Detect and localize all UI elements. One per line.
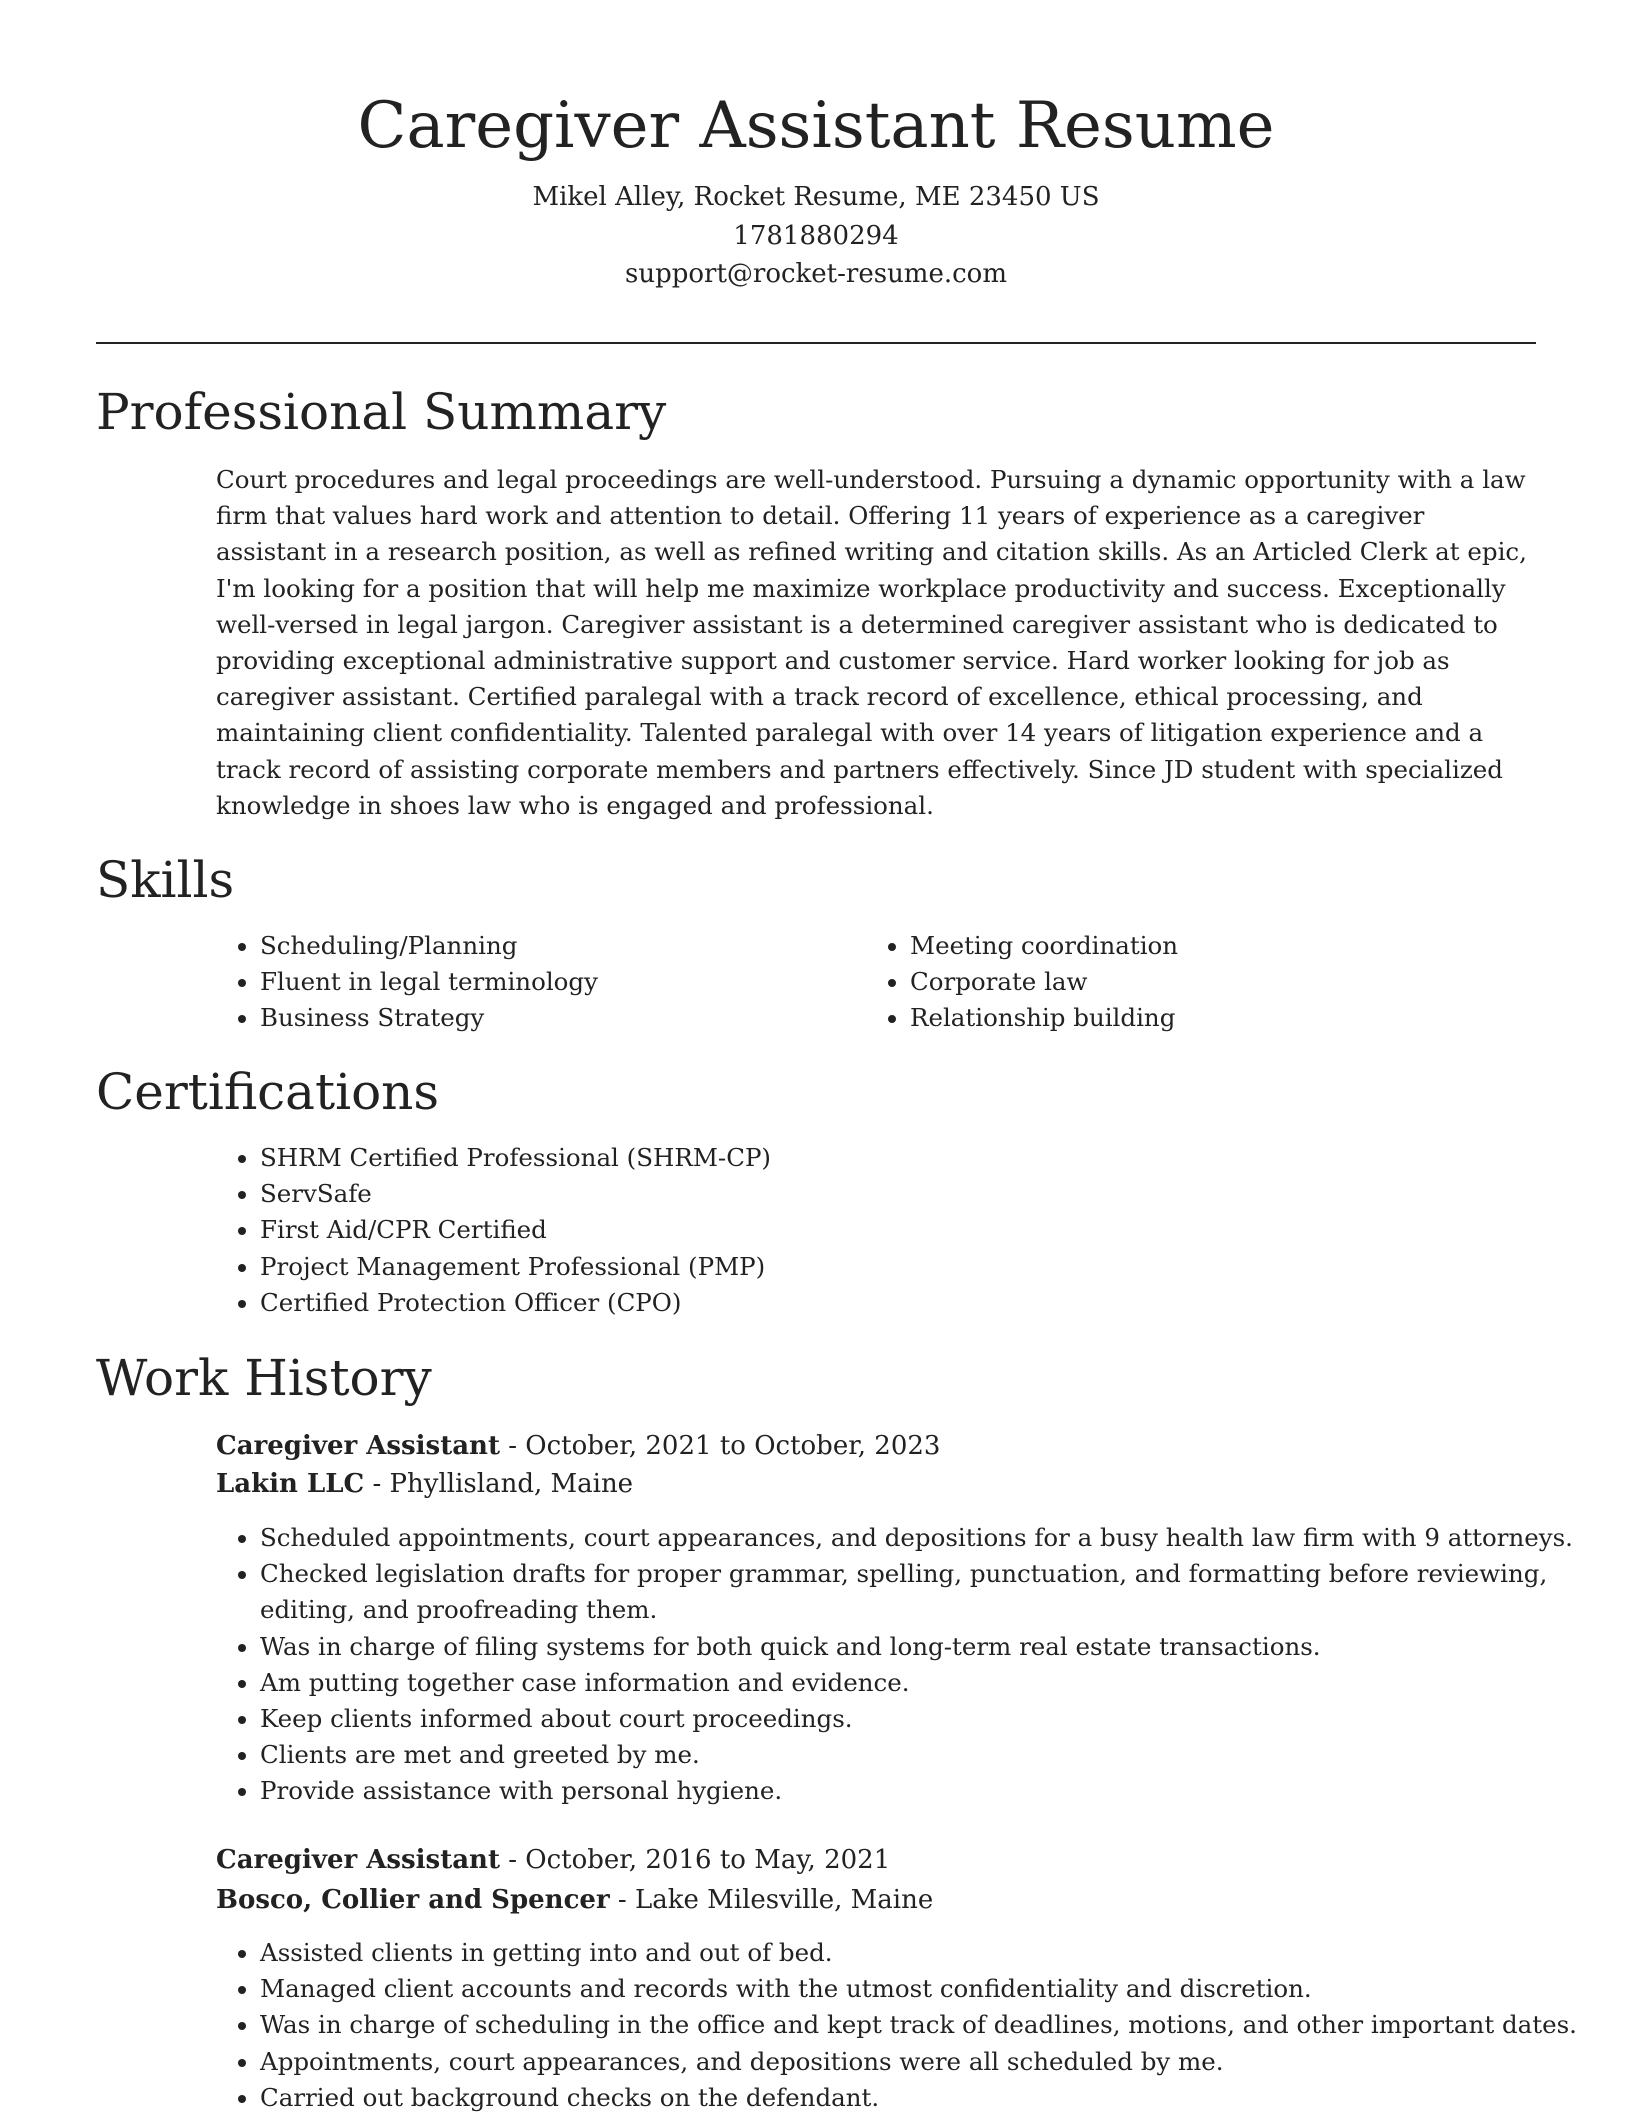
work-history-heading: Work History [96, 1349, 432, 1407]
job-company-line [216, 1464, 633, 1504]
job-bullet: • Appointments, court appearances, and depositions were all scheduled by me. [260, 2044, 1570, 2080]
skills-list-left [216, 928, 860, 1037]
job-title: Caregiver Assistant [216, 1845, 500, 1875]
job-title-line [216, 1840, 890, 1880]
skill-item: • Fluent in legal terminology [260, 964, 860, 1000]
job-title: Caregiver Assistant [216, 1431, 500, 1461]
job-bullet: • Checked legislation drafts for proper grammar, spelling, punctuation, and formatting before reviewing, editing, and proofreading them. [260, 1556, 1570, 1628]
job-bullet: • Clients are met and greeted by me. [260, 1737, 1570, 1773]
certifications-heading: Certifications [96, 1063, 440, 1121]
job-title-line [216, 1426, 940, 1466]
contact-address: Mikel Alley, Rocket Resume, ME 23450 US [532, 182, 1100, 212]
skills-list-right [866, 928, 1510, 1037]
job-bullet: • Provide assistance with personal hygiene. [260, 1773, 1570, 1809]
resume-title: Caregiver Assistant Resume [357, 89, 1275, 163]
job-bullets [216, 1935, 1577, 2116]
certification-item: • Project Management Professional (PMP) [260, 1249, 1560, 1285]
skill-item: • Scheduling/Planning [260, 928, 860, 964]
job-location: - Lake Milesville, Maine [609, 1885, 934, 1915]
skill-item: • Meeting coordination [910, 928, 1510, 964]
job-bullet: • Was in charge of filing systems for both quick and long-term real estate transactions. [260, 1629, 1570, 1665]
summary-text: Court procedures and legal proceedings are well-understood. Pursuing a dynamic opportunity with a law firm that values hard work and attention to detail. Offering 11 years of experience as a caregiver assistant in a research position, as well as refined writing and citation skills. As an Articled Clerk at epic, I'm looking for a position that will help me maximize workplace productivity and success. Exceptionally well-versed in legal jargon. Caregiver assistant is a determined caregiver assistant who is dedicated to providing exceptional administrative support and customer service. Hard worker looking for job as caregiver assistant. Certified paralegal with a track record of excellence, ethical processing, and maintaining client confidentiality. Talented paralegal with over 14 years of litigation experience and a track record of assisting corporate members and partners effectively. Since JD student with specialized knowledge in shoes law who is engaged and professional. [216, 465, 1527, 820]
contact-info [96, 178, 1536, 294]
job-dates: - October, 2016 to May, 2021 [499, 1845, 891, 1875]
job-bullet: • Am putting together case information and evidence. [260, 1665, 1570, 1701]
certification-item: • Certified Protection Officer (CPO) [260, 1285, 1560, 1321]
contact-phone: 1781880294 [733, 220, 899, 251]
job-bullet: • Keep clients informed about court proceedings. [260, 1701, 1570, 1737]
certifications-list [216, 1140, 1560, 1321]
skill-item: • Corporate law [910, 964, 1510, 1000]
skill-item: • Business Strategy [260, 1000, 860, 1036]
skill-item: • Relationship building [910, 1000, 1510, 1036]
certification-item: • ServSafe [260, 1176, 1560, 1212]
contact-email: support@rocket-resume.com [624, 259, 1007, 289]
job-bullets [216, 1520, 1573, 1810]
job-bullet: • Scheduled appointments, court appearances, and depositions for a busy health law firm with 9 attorneys. [260, 1520, 1570, 1556]
skills-heading: Skills [96, 851, 235, 909]
resume-header [96, 82, 1536, 294]
job-company: Bosco, Collier and Spencer [216, 1885, 610, 1915]
job-company-line [216, 1880, 933, 1920]
job-bullet: • Managed client accounts and records with the utmost confidentiality and discretion. [260, 1971, 1570, 2007]
summary-heading: Professional Summary [96, 383, 667, 441]
job-bullet: • Assisted clients in getting into and out of bed. [260, 1935, 1570, 1971]
job-location: - Phyllisland, Maine [364, 1469, 634, 1499]
job-dates: - October, 2021 to October, 2023 [499, 1431, 941, 1461]
job-company: Lakin LLC [216, 1469, 365, 1499]
certification-item: • SHRM Certified Professional (SHRM-CP) [260, 1140, 1560, 1176]
job-bullet: • Carried out background checks on the defendant. [260, 2080, 1570, 2116]
certification-item: • First Aid/CPR Certified [260, 1212, 1560, 1248]
header-divider [96, 342, 1536, 344]
job-bullet: • Was in charge of scheduling in the office and kept track of deadlines, motions, and other important dates. [260, 2007, 1570, 2043]
